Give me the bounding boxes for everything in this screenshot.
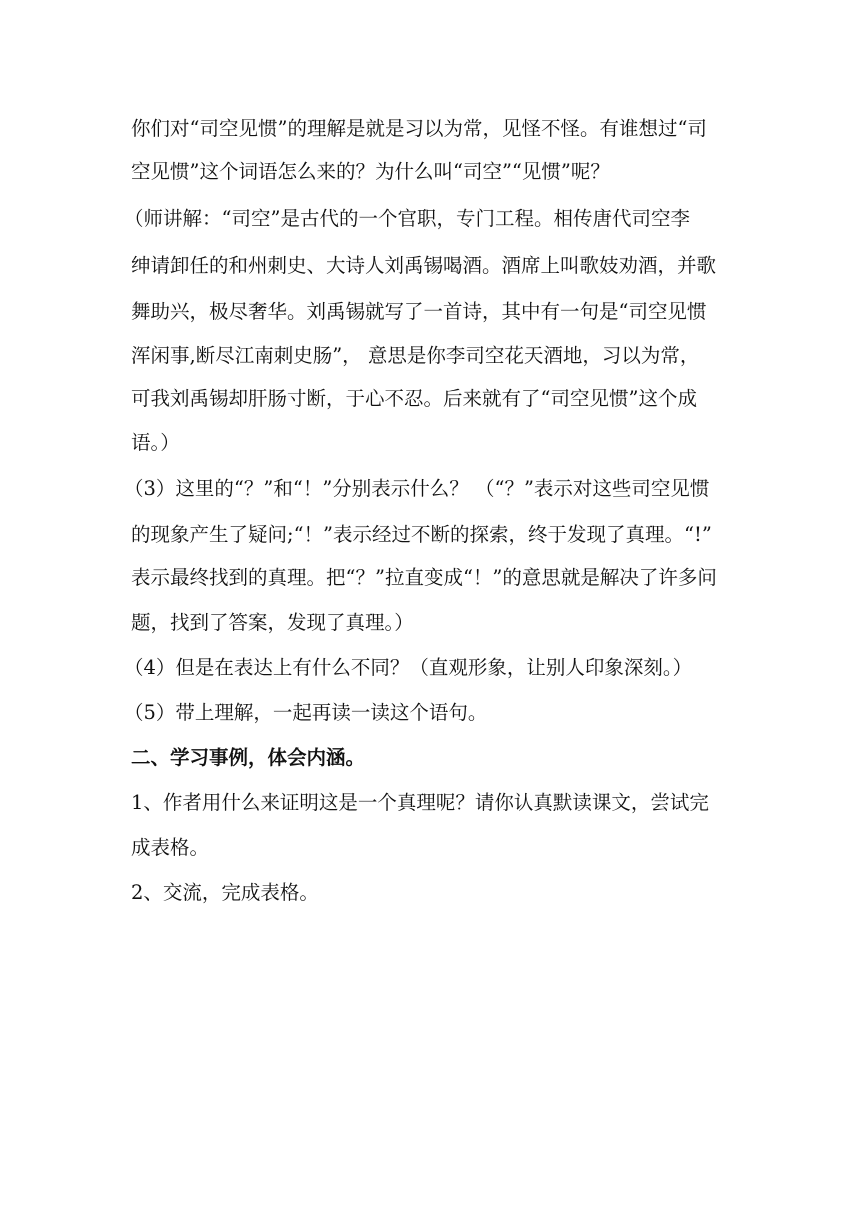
paragraph-line: 空见惯”这个词语怎么来的？为什么叫“司空”“见惯”呢？	[131, 160, 610, 183]
paragraph-line: 舞助兴，极尽奢华。刘禹锡就写了一首诗，其中有一句是“司空见惯	[131, 300, 707, 323]
paragraph-line: （师讲解：“司空”是古代的一个官职，专门工程。相传唐代司空李	[124, 207, 690, 230]
section-heading: 二、学习事例，体会内涵。	[131, 746, 366, 769]
paragraph-line: 你们对“司空见惯”的理解是就是习以为常，见怪不怪。有谁想过“司	[131, 117, 707, 140]
paragraph-line: （3）这里的“？”和“！”分别表示什么？ （“？”表示对这些司空见惯	[124, 477, 710, 500]
paragraph-line: 的现象产生了疑问;“！”表示经过不断的探索，终于发现了真理。“!”	[131, 523, 712, 546]
paragraph-line: 可我刘禹锡却肝肠寸断，于心不忍。后来就有了“司空见惯”这个成	[131, 387, 697, 410]
paragraph-line: 2、交流，完成表格。	[131, 881, 319, 904]
paragraph-line: 题，找到了答案，发现了真理。）	[131, 611, 414, 634]
paragraph-line: 1、作者用什么来证明这是一个真理呢？请你认真默读课文，尝试完	[131, 791, 709, 814]
paragraph-line: （4）但是在表达上有什么不同？（直观形象，让别人印象深刻。）	[124, 656, 693, 679]
paragraph-line: 浑闲事,断尽江南刺史肠”， 意思是你李司空花天酒地，习以为常，	[131, 344, 700, 367]
paragraph-line: 语。）	[131, 431, 180, 454]
paragraph-line: （5）带上理解，一起再读一读这个语句。	[124, 701, 488, 724]
paragraph-line: 绅请卸任的和州刺史、大诗人刘禹锡喝酒。酒席上叫歌妓劝酒，并歌	[131, 254, 717, 277]
paragraph-line: 表示最终找到的真理。把“？”拉直变成“！”的意思就是解决了许多问	[131, 566, 717, 589]
paragraph-line: 成表格。	[131, 836, 210, 859]
